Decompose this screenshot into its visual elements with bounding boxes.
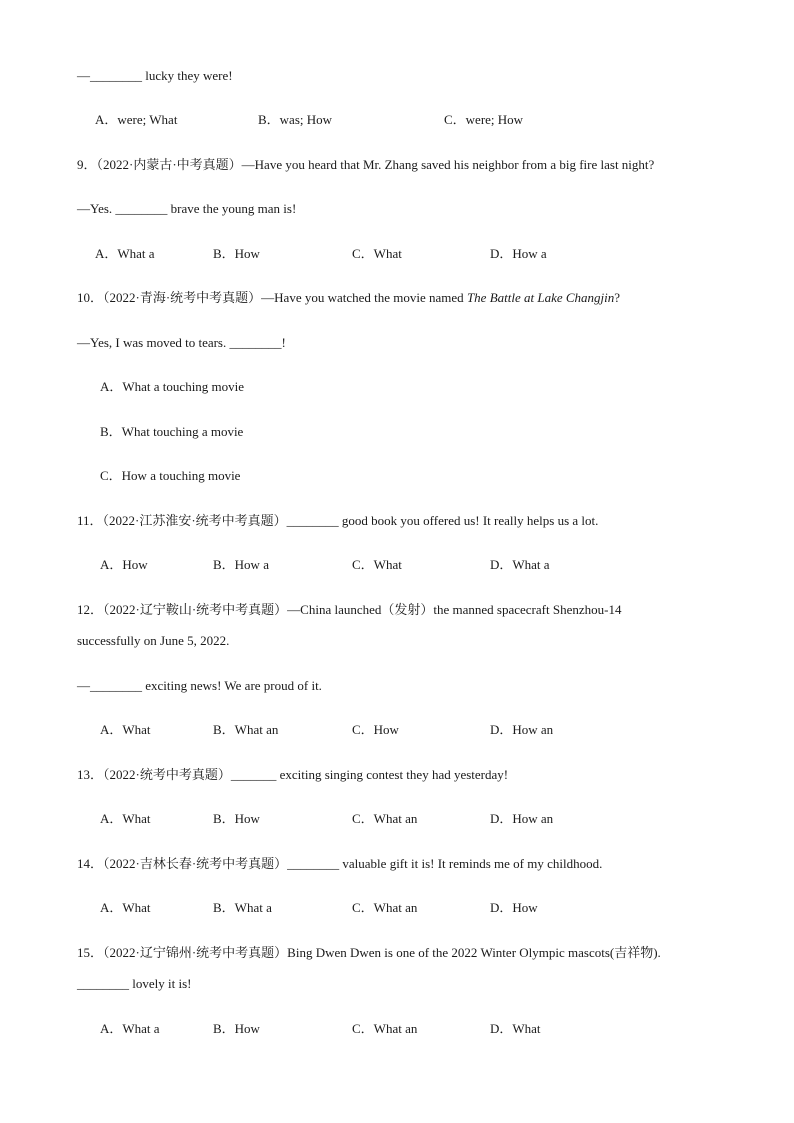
q12-option-c[interactable]: C．How bbox=[352, 722, 399, 737]
q14-stem: 14．（2022·吉林长春·统考中考真题）________ valuable gift it is! It reminds me of my childhood. bbox=[77, 856, 603, 871]
q9-option-c[interactable]: C．What bbox=[352, 246, 402, 261]
q13-option-a[interactable]: A．What bbox=[100, 811, 151, 826]
q14-option-b[interactable]: B．What a bbox=[213, 900, 272, 915]
q12-stem-continued: successfully on June 5, 2022. bbox=[77, 633, 230, 648]
q14-option-d[interactable]: D．How bbox=[490, 900, 538, 915]
q15-stem: 15．（2022·辽宁锦州·统考中考真题）Bing Dwen Dwen is one of the 2022 Winter Olympic mascots(吉祥物). bbox=[77, 945, 661, 960]
q11-option-a[interactable]: A．How bbox=[100, 557, 148, 572]
q13-option-b[interactable]: B．How bbox=[213, 811, 260, 826]
q10-movie-title: The Battle at Lake Changjin bbox=[466, 290, 615, 305]
q9-option-a[interactable]: A．What a bbox=[95, 246, 155, 261]
q15-option-d[interactable]: D．What bbox=[490, 1021, 541, 1036]
q12-option-a[interactable]: A．What bbox=[100, 722, 151, 737]
q15-answer-line: ________ lovely it is! bbox=[77, 976, 192, 991]
q9-option-d[interactable]: D．How a bbox=[490, 246, 547, 261]
q12-stem: 12．（2022·辽宁鞍山·统考中考真题）—China launched（发射）the manned spacecraft Shenzhou-14 bbox=[77, 602, 622, 617]
q11-stem: 11．（2022·江苏淮安·统考中考真题）________ good book you offered us! It really helps us a lot. bbox=[77, 513, 599, 528]
q9-answer-line: —Yes. ________ brave the young man is! bbox=[77, 201, 297, 216]
q9-stem: 9．（2022·内蒙古·中考真题）—Have you heard that Mr. Zhang saved his neighbor from a big fire last night? bbox=[77, 157, 655, 172]
q8-answer-line: —________ lucky they were! bbox=[77, 68, 233, 83]
q11-option-b[interactable]: B．How a bbox=[213, 557, 269, 572]
q9-option-b[interactable]: B．How bbox=[213, 246, 260, 261]
q10-option-a[interactable]: A．What a touching movie bbox=[100, 379, 245, 394]
q15-option-b[interactable]: B．How bbox=[213, 1021, 260, 1036]
q8-option-b[interactable]: B．was; How bbox=[258, 112, 333, 127]
q12-answer-line: —________ exciting news! We are proud of it. bbox=[77, 678, 322, 693]
q10-stem-suffix: ? bbox=[614, 290, 621, 305]
q10-option-b[interactable]: B．What touching a movie bbox=[100, 424, 244, 439]
q14-option-c[interactable]: C．What an bbox=[352, 900, 418, 915]
q14-option-a[interactable]: A．What bbox=[100, 900, 151, 915]
q10-stem-prefix: 10．（2022·青海·统考中考真题）—Have you watched the movie named bbox=[77, 290, 467, 305]
q8-option-c[interactable]: C．were; How bbox=[444, 112, 524, 127]
q15-option-c[interactable]: C．What an bbox=[352, 1021, 418, 1036]
q10-option-c[interactable]: C．How a touching movie bbox=[100, 468, 241, 483]
q12-option-b[interactable]: B．What an bbox=[213, 722, 279, 737]
q10-stem bbox=[77, 290, 620, 306]
q13-stem: 13．（2022·统考中考真题）_______ exciting singing contest they had yesterday! bbox=[77, 767, 509, 782]
q8-option-a[interactable]: A．were; What bbox=[95, 112, 178, 127]
q13-option-d[interactable]: D．How an bbox=[490, 811, 554, 826]
q11-option-c[interactable]: C．What bbox=[352, 557, 402, 572]
q10-answer-line: —Yes, I was moved to tears. ________! bbox=[77, 335, 286, 350]
q12-option-d[interactable]: D．How an bbox=[490, 722, 554, 737]
q11-option-d[interactable]: D．What a bbox=[490, 557, 550, 572]
q13-option-c[interactable]: C．What an bbox=[352, 811, 418, 826]
q15-option-a[interactable]: A．What a bbox=[100, 1021, 160, 1036]
